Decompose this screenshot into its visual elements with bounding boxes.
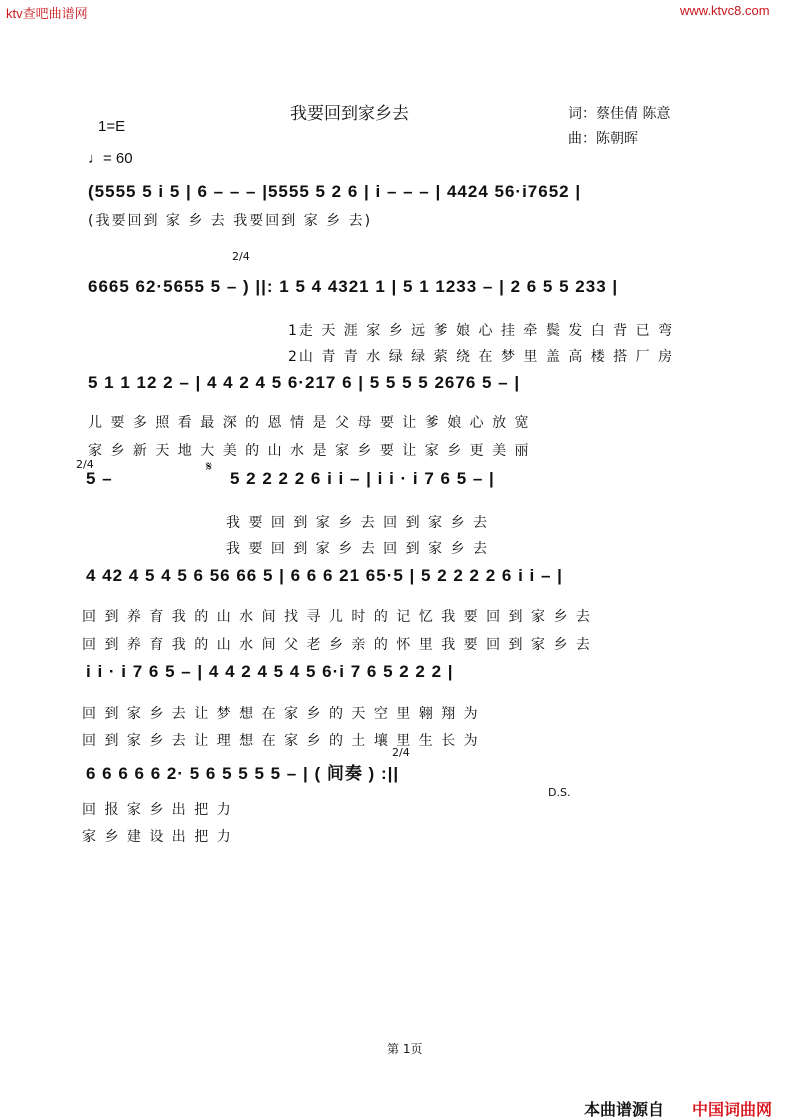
- site-watermark-right: www.ktvc8.com: [680, 3, 770, 18]
- segno-icon: 𝄋: [206, 458, 214, 474]
- notation-row-3: 5 1 1 12 2 – | 4 4 2 4 5 6·217 6 | 5 5 5 5 2676 5 – |: [88, 373, 521, 392]
- song-title: 我要回到家乡去: [290, 104, 409, 124]
- page-number: 第 1页: [387, 1042, 423, 1056]
- lyric-row-2-verse-2: 2山 青 青 水 绿 绿 萦 绕 在 梦 里 盖 高 楼 搭 厂 房: [288, 349, 675, 365]
- lyric-row-5-verse-1: 回 到 养 育 我 的 山 水 间 找 寻 儿 时 的 记 忆 我 要 回 到 家 乡 去: [82, 609, 592, 625]
- lyric-row-6-verse-2: 回 到 家 乡 去 让 理 想 在 家 乡 的 土 壤 里 生 长 为: [82, 733, 480, 749]
- composer-credit: 曲：陈朝晖: [568, 131, 638, 147]
- site-watermark-left: ktv查吧曲谱网: [6, 6, 88, 21]
- notation-row-4-intro: 5 –: [86, 469, 113, 488]
- notation-row-7: 6 6 6 6 6 2· 5 6 5 5 5 5 – | ( 间奏 ) :||: [86, 764, 400, 783]
- quarter-note-icon: ♩: [88, 150, 103, 167]
- source-site-logo: 中国词曲网: [692, 1100, 773, 1119]
- lyric-row-7-verse-2: 家 乡 建 设 出 把 力: [82, 829, 233, 845]
- lyric-row-1: (我要回到 家 乡 去 我要回到 家 乡 去): [88, 213, 373, 229]
- lyric-row-4-verse-1: 我 要 回 到 家 乡 去 回 到 家 乡 去: [226, 515, 489, 531]
- notation-row-5: 4 42 4 5 4 5 6 56 66 5 | 6 6 6 21 65·5 | 5 2 2 2 2 6 i i – |: [86, 566, 563, 585]
- tempo-marking: [88, 150, 133, 167]
- key-signature: 1=E: [98, 118, 126, 135]
- lyric-row-4-verse-2: 我 要 回 到 家 乡 去 回 到 家 乡 去: [226, 541, 489, 557]
- source-label: 本曲谱源自: [584, 1100, 665, 1119]
- lyricist-credit: 词：蔡佳倩 陈意: [568, 106, 671, 122]
- lyric-row-7-verse-1: 回 报 家 乡 出 把 力: [82, 802, 233, 818]
- lyric-row-2-verse-1: 1走 天 涯 家 乡 远 爹 娘 心 挂 牵 鬓 发 白 背 已 弯: [288, 323, 675, 339]
- time-signature-2-4: 2/4: [232, 250, 250, 263]
- tempo-value: = 60: [103, 150, 133, 167]
- lyric-row-3-verse-2: 家 乡 新 天 地 大 美 的 山 水 是 家 乡 要 让 家 乡 更 美 丽: [88, 443, 531, 459]
- notation-row-1: (5555 5 i 5 | 6 – – – |5555 5 2 6 | i – – – | 4424 56·i7652 |: [88, 182, 582, 201]
- lyric-row-5-verse-2: 回 到 养 育 我 的 山 水 间 父 老 乡 亲 的 怀 里 我 要 回 到 家 乡 去: [82, 637, 592, 653]
- notation-row-6: i i · i 7 6 5 – | 4 4 2 4 5 4 5 6·i 7 6 5 2 2 2 |: [86, 662, 454, 681]
- notation-row-2: 6665 62·5655 5 – ) ||: 1 5 4 4321 1 | 5 1 1233 – | 2 6 5 5 233 |: [88, 277, 619, 296]
- time-signature-2-4: 2/4: [392, 746, 410, 759]
- lyric-row-3-verse-1: 儿 要 多 照 看 最 深 的 恩 情 是 父 母 要 让 爹 娘 心 放 宽: [88, 415, 531, 431]
- dal-segno-marking: D.S.: [548, 786, 571, 799]
- notation-row-4: 5 2 2 2 2 6 i i – | i i · i 7 6 5 – |: [230, 469, 495, 488]
- lyric-row-6-verse-1: 回 到 家 乡 去 让 梦 想 在 家 乡 的 天 空 里 翱 翔 为: [82, 706, 480, 722]
- time-signature-2-4: 2/4: [76, 458, 94, 471]
